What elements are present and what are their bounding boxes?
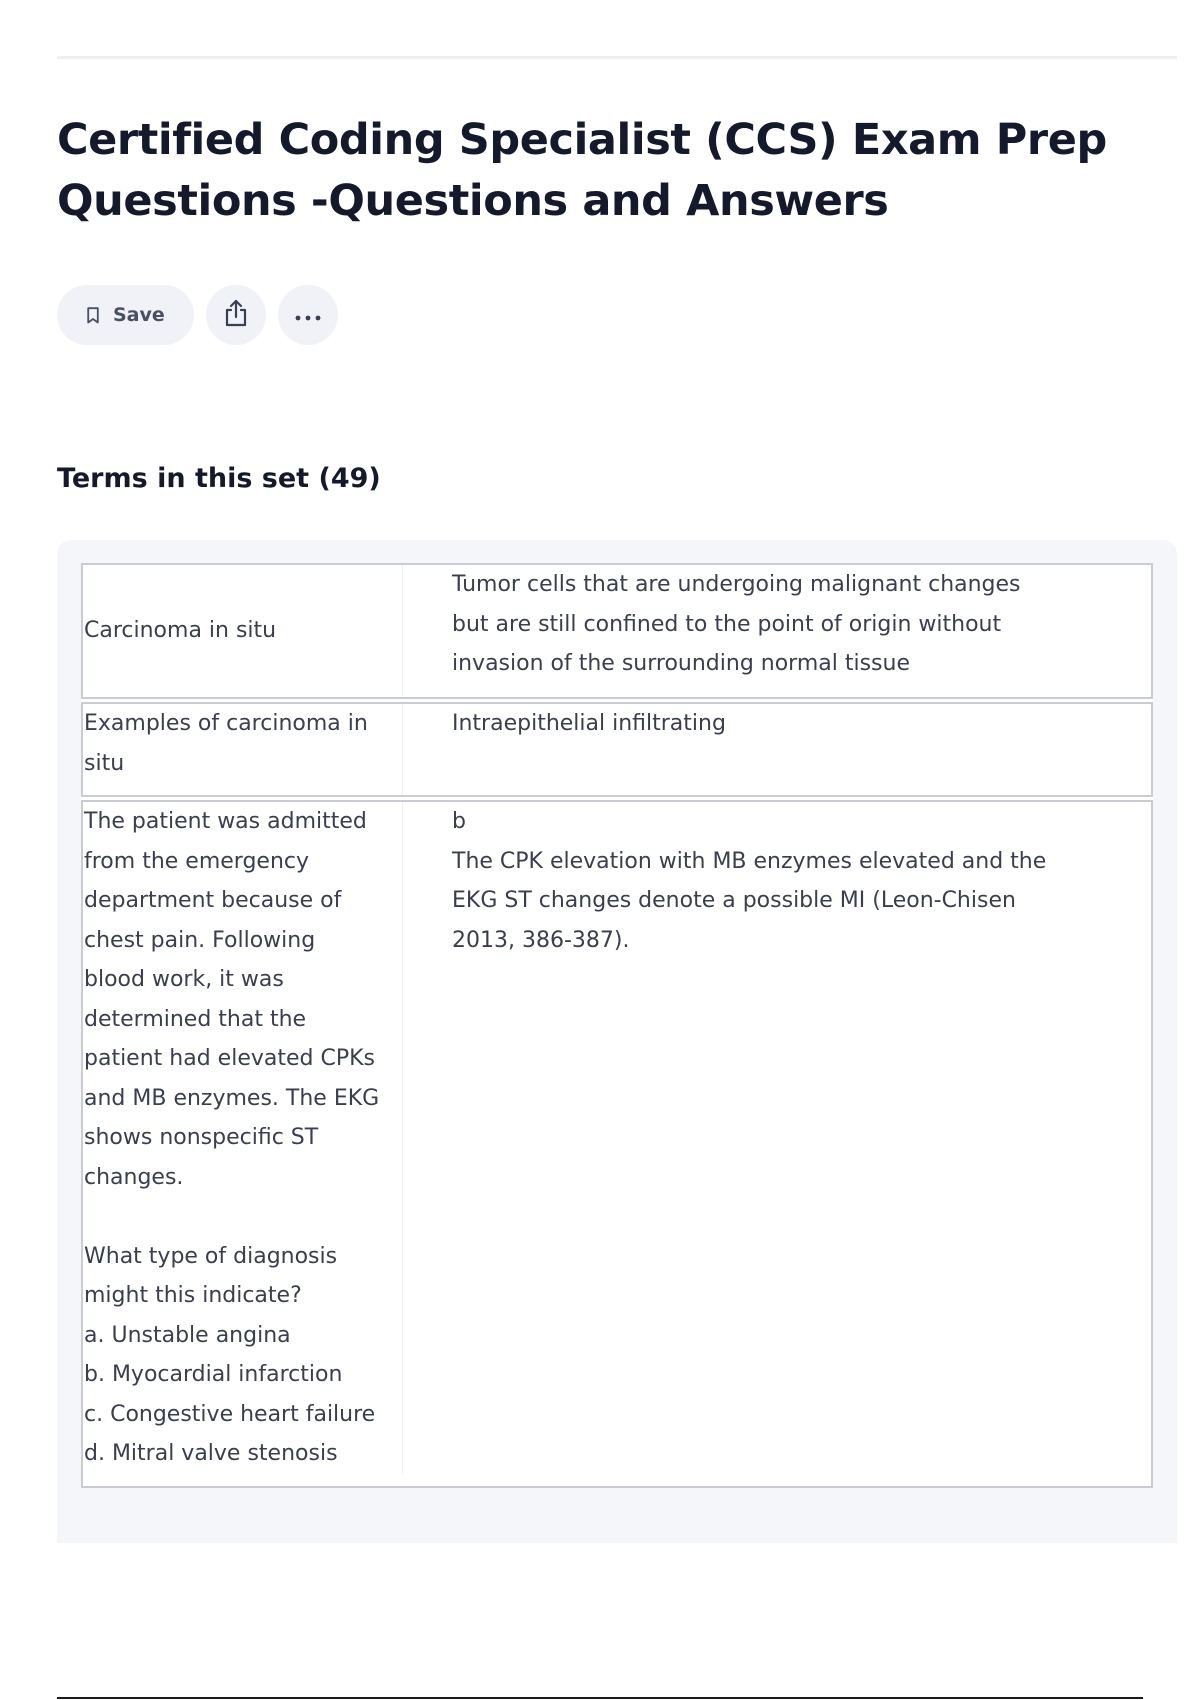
page-title: Certified Coding Specialist (CCS) Exam Prep Questions -Questions and Answers <box>57 115 1107 226</box>
term-text: The patient was admitted from the emergency department because of chest pain. Following blood work, it was determined that the patient had elevated CPKs and MB enzymes. The EKG shows nonspecific ST changes. What type of diagnosis might this indicate? a. Unstable angina b. Myocardial infarction c. Congestive heart failure d. Mitral valve stenosis <box>83 802 403 1474</box>
more-options-button[interactable] <box>278 285 338 345</box>
terms-panel <box>57 540 1177 1543</box>
terms-table <box>81 563 1153 1488</box>
terms-heading: Terms in this set (49) <box>57 463 381 494</box>
bottom-divider <box>57 1697 1143 1699</box>
term-text: Carcinoma in situ <box>83 565 403 697</box>
save-label: Save <box>113 304 165 326</box>
definition-text: Tumor cells that are undergoing malignant changes but are still confined to the point of origin without invasion of the surrounding normal tissue <box>452 572 1021 676</box>
definition-text: b The CPK elevation with MB enzymes elevated and the EKG ST changes denote a possible MI (Leon-Chisen 2013, 386-387). <box>452 809 1047 953</box>
action-bar <box>57 285 338 345</box>
share-button[interactable] <box>206 285 266 345</box>
bookmark-icon <box>87 307 99 324</box>
save-button[interactable] <box>57 285 194 345</box>
term-text: Examples of carcinoma in situ <box>83 704 403 795</box>
term-row[interactable] <box>81 702 1153 797</box>
term-row[interactable] <box>81 563 1153 699</box>
term-row[interactable] <box>81 800 1153 1488</box>
share-icon <box>223 299 249 331</box>
top-divider <box>57 56 1177 59</box>
more-options-icon <box>294 306 322 325</box>
definition-text: Intraepithelial infiltrating <box>452 711 726 736</box>
